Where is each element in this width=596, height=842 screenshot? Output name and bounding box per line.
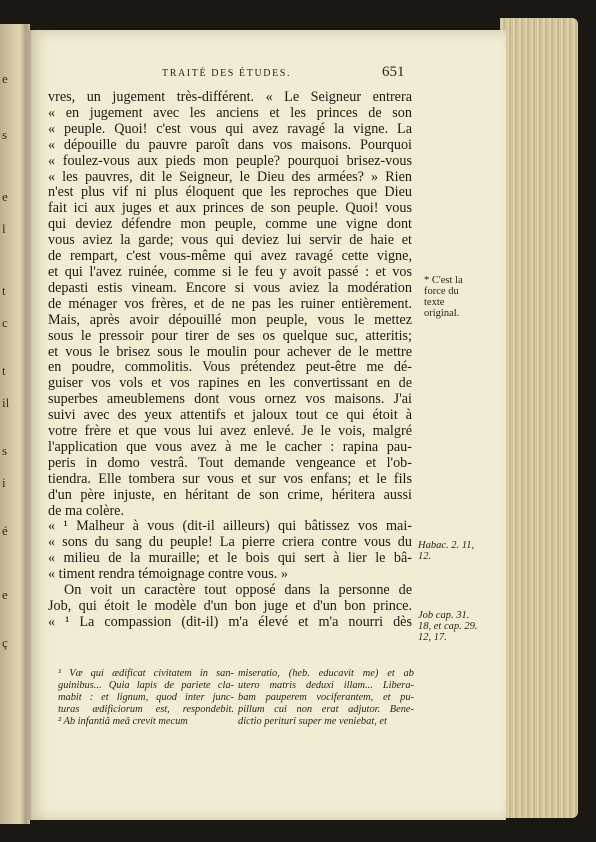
- footnote-line: guinibus... Quia lapis de pariete cla-: [58, 680, 234, 691]
- text-line: « ¹ Malheur à vous (dit-il ailleurs) qui bâtissez vos mai-: [48, 518, 412, 535]
- facing-page-fragment: é: [2, 523, 8, 538]
- footnote-line: turas ædificiorum est, respondebit.: [58, 704, 234, 715]
- facing-page-fragment: e: [2, 189, 8, 204]
- text-line: tiendra. Elle tombera sur vous et sur vos enfans; et le fils: [48, 470, 412, 487]
- facing-page-fragment: c: [2, 315, 8, 330]
- book-gutter: [20, 24, 32, 824]
- text-line: superbes ameublemens dont vous ornez vos maisons. J'ai: [48, 391, 412, 408]
- facing-page-fragment: t: [2, 283, 6, 298]
- facing-page-fragment: i: [2, 475, 6, 490]
- text-line: en poudre, commolitis. Vous prétendez peut-être me dé-: [48, 359, 412, 376]
- facing-page-fragment: e: [2, 587, 8, 602]
- footnote-line: miseratio, (heb. educavit me) et ab: [238, 668, 414, 679]
- text-line: fait ici aux juges et aux princes de son peuple. Quoi! vous: [48, 200, 412, 217]
- facing-page-fragment: s: [2, 127, 8, 142]
- footnote-line: mabit : et lignum, quod inter junc-: [58, 692, 234, 703]
- footnote-column-left: [58, 668, 234, 728]
- text-line: de ménager vos frères, et de ne pas les ruiner entièrement.: [48, 295, 412, 312]
- text-line: d'un père injuste, en héritant de son crime, héritera aussi: [48, 486, 412, 503]
- text-line: de ma colère.: [48, 502, 125, 519]
- text-line: n'est plus vif ni plus éloquent que les reproches que Dieu: [48, 184, 412, 201]
- text-line: et qui l'avez ruinée, comme si le feu y avoit passé : et vos: [48, 263, 412, 280]
- margin-note-job: Job cap. 31. 18, et cap. 29. 12, 17.: [418, 610, 478, 643]
- text-line: Job, qui étoit le modèle d'un bon juge et d'un bon prince.: [48, 598, 412, 614]
- text-line: « foulez-vous aux pieds mon peuple? pourquoi brisez-vous: [48, 152, 412, 169]
- text-line: vres, un jugement très-différent. « Le Seigneur entrera: [48, 89, 412, 105]
- facing-page-fragment: il: [2, 395, 10, 410]
- text-line: qui deviez défendre mon peuple, comme une vigne dont: [48, 216, 412, 233]
- text-line: « dépouille du pauvre paroît dans vos maisons. Pourquoi: [48, 136, 412, 153]
- text-line: « en jugement avec les anciens et les princes de son: [48, 104, 412, 121]
- text-line: Mais, après avoir dépouillé mon peuple, vous le mettez: [48, 311, 412, 328]
- facing-page-fragment: t: [2, 363, 6, 378]
- footnote-line: pillum cui non erat adjutor. Bene-: [238, 704, 414, 715]
- text-line: « peuple. Quoi! c'est vous qui avez ravagé la vigne. La: [48, 120, 412, 137]
- text-line: « ¹ La compassion (dit-il) m'a élevé et m'a nourri dès: [48, 613, 412, 630]
- footnote-line: utero matris deduxi illam... Libera-: [238, 680, 414, 691]
- text-line: vous aviez la garde; vous qui deviez lui servir de haie et: [48, 232, 412, 249]
- text-line: depasti estis vineam. Encore si vous aviez la modération: [48, 279, 412, 296]
- text-line: de rempart, c'est vous-même qui avez ravagé cette vigne,: [48, 248, 412, 265]
- footnote-line: ¹ Væ qui ædificat civitatem in san-: [58, 668, 234, 679]
- facing-page-fragment: e: [2, 71, 8, 86]
- running-head: TRAITÉ DES ÉTUDES.: [162, 68, 292, 79]
- text-line: et vous le brisez sous le moulin pour achever de le mettre: [48, 343, 412, 360]
- footnote-line: bam pauperem vociferantem, et pu-: [238, 692, 414, 703]
- text-line: peris in domo vestrâ. Tout demande vengeance et l'ob-: [48, 454, 412, 471]
- text-line: « les pauvres, dit le Seigneur, le Dieu des armées? » Rien: [48, 168, 412, 185]
- margin-note-habac: Habac. 2. 11, 12.: [418, 540, 475, 562]
- text-line: On voit un caractère tout opposé dans la personne de: [64, 582, 412, 599]
- text-line: « sons du sang du peuple! La pierre criera contre vous du: [48, 534, 412, 551]
- margin-note-original-text: * C'est la force du texte original.: [424, 275, 463, 319]
- body-text: [48, 90, 412, 631]
- facing-page-fragment: ç: [2, 635, 8, 650]
- text-line: « timent rendra témoignage contre vous. »: [48, 566, 288, 583]
- text-line: sous le pressoir pour tirer de ses os quelque suc, atteritis;: [48, 327, 412, 344]
- text-line: suivi avec des yeux attentifs et jaloux tout ce qui étoit à: [48, 407, 412, 424]
- facing-page-fragment: l: [2, 221, 6, 236]
- page-number: 651: [382, 64, 405, 80]
- footnote-column-right: [238, 668, 414, 728]
- footnote-line: dictio perituri super me veniebat, et: [238, 716, 387, 727]
- page-block-edges: [500, 18, 578, 818]
- text-line: « milieu de la muraille; et le bois qui sert à lier le bâ-: [48, 550, 412, 567]
- text-line: guiser vos vols et vos rapines en les convertissant en de: [48, 375, 412, 392]
- text-line: l'application que vous avez à me le cacher : rapina pau-: [48, 438, 412, 455]
- text-line: votre frère et que vous lui avez enlevé. Je le vois, malgré: [48, 423, 412, 440]
- footnote-line: ² Ab infantiâ meâ crevit mecum: [58, 716, 188, 727]
- facing-page-fragment: s: [2, 443, 8, 458]
